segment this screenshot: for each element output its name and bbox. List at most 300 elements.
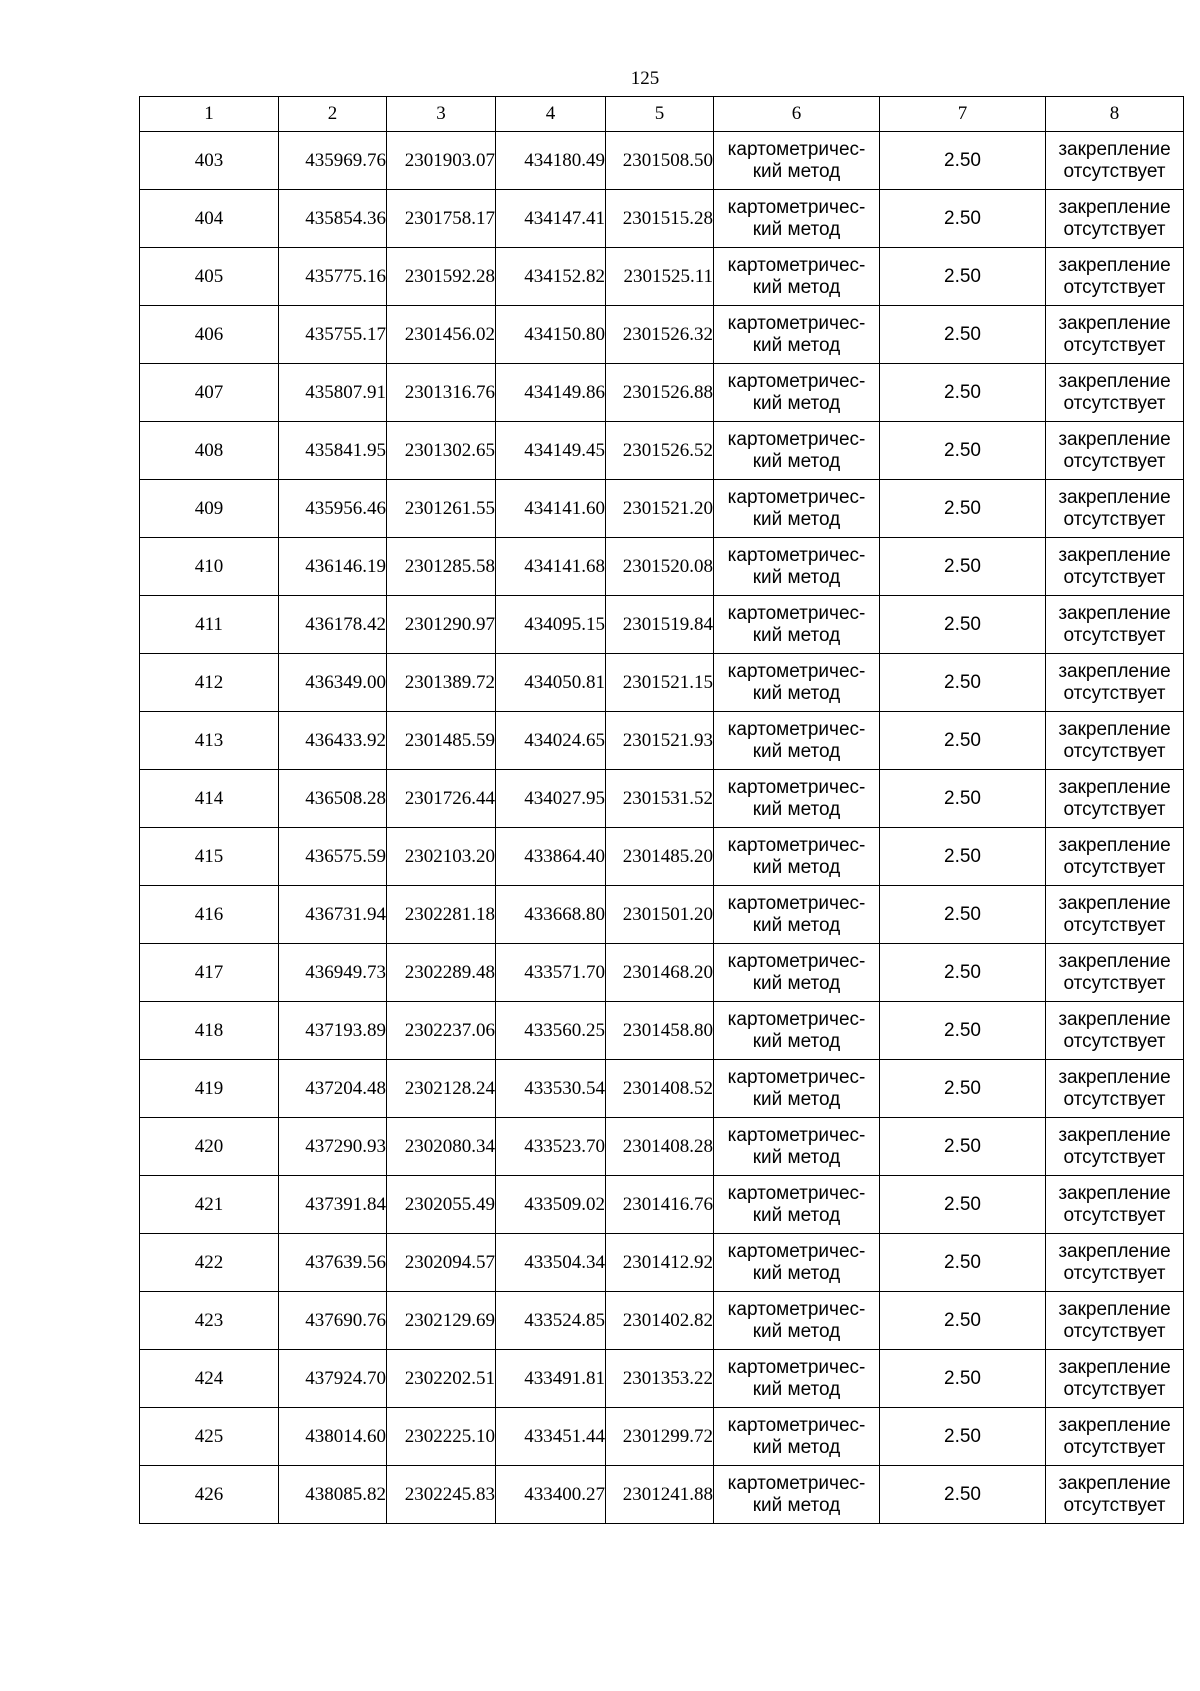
method-line: кий метод — [752, 508, 841, 530]
point-number-cell: 405 — [140, 248, 279, 306]
fixing-line: закрепление — [1058, 486, 1171, 508]
point-number-cell: 407 — [140, 364, 279, 422]
coordinate-cell: 435807.91 — [279, 364, 387, 422]
coordinate-cell: 435775.16 — [279, 248, 387, 306]
coordinate-cell: 2301412.92 — [606, 1234, 714, 1292]
coordinate-cell: 433451.44 — [496, 1408, 606, 1466]
accuracy-cell: 2.50 — [880, 480, 1046, 538]
fixing-line: отсутствует — [1063, 972, 1166, 994]
coordinate-cell: 434150.80 — [496, 306, 606, 364]
coordinate-cell: 436178.42 — [279, 596, 387, 654]
accuracy-cell: 2.50 — [880, 1408, 1046, 1466]
method-line: кий метод — [752, 1204, 841, 1226]
coordinate-cell: 434024.65 — [496, 712, 606, 770]
table-row — [140, 1350, 1184, 1408]
coordinate-cell: 434141.68 — [496, 538, 606, 596]
method-line: кий метод — [752, 682, 841, 704]
coordinate-cell: 438085.82 — [279, 1466, 387, 1524]
coordinate-cell: 2302202.51 — [387, 1350, 496, 1408]
coordinate-cell: 2301261.55 — [387, 480, 496, 538]
coordinate-cell: 434152.82 — [496, 248, 606, 306]
method-line: кий метод — [752, 1378, 841, 1400]
coordinate-cell: 434149.86 — [496, 364, 606, 422]
fixing-line: закрепление — [1058, 196, 1171, 218]
fixing-line: закрепление — [1058, 602, 1171, 624]
coordinate-cell: 2302103.20 — [387, 828, 496, 886]
accuracy-cell: 2.50 — [880, 1466, 1046, 1524]
method-cell — [714, 1292, 880, 1350]
coordinate-cell: 434149.45 — [496, 422, 606, 480]
fixing-line: отсутствует — [1063, 276, 1166, 298]
method-line: картометричес- — [727, 428, 866, 450]
method-line: картометричес- — [727, 196, 866, 218]
accuracy-cell: 2.50 — [880, 596, 1046, 654]
point-number-cell: 421 — [140, 1176, 279, 1234]
coordinate-cell: 438014.60 — [279, 1408, 387, 1466]
fixing-line: закрепление — [1058, 138, 1171, 160]
coordinate-cell: 2302055.49 — [387, 1176, 496, 1234]
accuracy-cell: 2.50 — [880, 1176, 1046, 1234]
fixing-line: отсутствует — [1063, 682, 1166, 704]
fixing-line: отсутствует — [1063, 218, 1166, 240]
column-header: 7 — [880, 97, 1046, 132]
accuracy-cell: 2.50 — [880, 886, 1046, 944]
fixing-cell — [1046, 944, 1184, 1002]
accuracy-cell: 2.50 — [880, 654, 1046, 712]
accuracy-cell: 2.50 — [880, 712, 1046, 770]
table-row — [140, 596, 1184, 654]
fixing-cell — [1046, 1292, 1184, 1350]
table-row — [140, 480, 1184, 538]
column-header: 2 — [279, 97, 387, 132]
method-cell — [714, 422, 880, 480]
accuracy-cell: 2.50 — [880, 944, 1046, 1002]
method-line: кий метод — [752, 160, 841, 182]
coordinate-cell: 2302128.24 — [387, 1060, 496, 1118]
accuracy-cell: 2.50 — [880, 248, 1046, 306]
method-cell — [714, 1234, 880, 1292]
column-header: 4 — [496, 97, 606, 132]
fixing-line: отсутствует — [1063, 856, 1166, 878]
coordinate-cell: 2302237.06 — [387, 1002, 496, 1060]
fixing-line: отсутствует — [1063, 334, 1166, 356]
fixing-line: закрепление — [1058, 1472, 1171, 1494]
method-line: картометричес- — [727, 1298, 866, 1320]
fixing-line: отсутствует — [1063, 1494, 1166, 1516]
coordinate-cell: 433571.70 — [496, 944, 606, 1002]
fixing-line: отсутствует — [1063, 624, 1166, 646]
coordinate-cell: 2301285.58 — [387, 538, 496, 596]
coordinate-cell: 2302245.83 — [387, 1466, 496, 1524]
fixing-line: отсутствует — [1063, 566, 1166, 588]
coordinate-cell: 435854.36 — [279, 190, 387, 248]
point-number-cell: 418 — [140, 1002, 279, 1060]
method-line: картометричес- — [727, 718, 866, 740]
coordinate-cell: 2302094.57 — [387, 1234, 496, 1292]
accuracy-cell: 2.50 — [880, 1118, 1046, 1176]
fixing-line: закрепление — [1058, 1008, 1171, 1030]
method-line: картометричес- — [727, 370, 866, 392]
method-line: картометричес- — [727, 1008, 866, 1030]
method-line: кий метод — [752, 1030, 841, 1052]
column-header: 5 — [606, 97, 714, 132]
fixing-line: закрепление — [1058, 370, 1171, 392]
method-cell — [714, 480, 880, 538]
accuracy-cell: 2.50 — [880, 1350, 1046, 1408]
table-row — [140, 132, 1184, 190]
fixing-line: закрепление — [1058, 1298, 1171, 1320]
fixing-line: отсутствует — [1063, 450, 1166, 472]
coordinate-cell: 2301353.22 — [606, 1350, 714, 1408]
point-number-cell: 422 — [140, 1234, 279, 1292]
fixing-line: отсутствует — [1063, 1088, 1166, 1110]
coordinate-cell: 433668.80 — [496, 886, 606, 944]
accuracy-cell: 2.50 — [880, 306, 1046, 364]
table-row — [140, 1408, 1184, 1466]
table-row — [140, 828, 1184, 886]
fixing-cell — [1046, 1060, 1184, 1118]
table-row — [140, 538, 1184, 596]
point-number-cell: 425 — [140, 1408, 279, 1466]
fixing-cell — [1046, 422, 1184, 480]
coordinate-cell: 2301408.52 — [606, 1060, 714, 1118]
coordinate-cell: 436146.19 — [279, 538, 387, 596]
coordinate-cell: 2301241.88 — [606, 1466, 714, 1524]
method-line: картометричес- — [727, 1124, 866, 1146]
fixing-line: закрепление — [1058, 660, 1171, 682]
point-number-cell: 410 — [140, 538, 279, 596]
method-cell — [714, 1408, 880, 1466]
method-line: картометричес- — [727, 834, 866, 856]
table-row — [140, 1466, 1184, 1524]
fixing-line: закрепление — [1058, 312, 1171, 334]
method-cell — [714, 364, 880, 422]
coordinate-cell: 434027.95 — [496, 770, 606, 828]
fixing-cell — [1046, 596, 1184, 654]
table-row — [140, 654, 1184, 712]
fixing-line: отсутствует — [1063, 740, 1166, 762]
point-number-cell: 419 — [140, 1060, 279, 1118]
fixing-line: отсутствует — [1063, 1146, 1166, 1168]
fixing-line: отсутствует — [1063, 1030, 1166, 1052]
point-number-cell: 409 — [140, 480, 279, 538]
fixing-line: закрепление — [1058, 950, 1171, 972]
fixing-cell — [1046, 190, 1184, 248]
method-cell — [714, 306, 880, 364]
method-cell — [714, 190, 880, 248]
accuracy-cell: 2.50 — [880, 1060, 1046, 1118]
point-number-cell: 413 — [140, 712, 279, 770]
coordinate-cell: 2301526.52 — [606, 422, 714, 480]
table-row — [140, 1002, 1184, 1060]
fixing-cell — [1046, 1176, 1184, 1234]
fixing-line: отсутствует — [1063, 1320, 1166, 1342]
table-row — [140, 886, 1184, 944]
point-number-cell: 423 — [140, 1292, 279, 1350]
point-number-cell: 420 — [140, 1118, 279, 1176]
coordinate-cell: 436949.73 — [279, 944, 387, 1002]
coordinate-cell: 435969.76 — [279, 132, 387, 190]
method-line: картометричес- — [727, 1414, 866, 1436]
coordinate-cell: 2301592.28 — [387, 248, 496, 306]
point-number-cell: 406 — [140, 306, 279, 364]
point-number-cell: 411 — [140, 596, 279, 654]
accuracy-cell: 2.50 — [880, 538, 1046, 596]
point-number-cell: 424 — [140, 1350, 279, 1408]
fixing-line: отсутствует — [1063, 1436, 1166, 1458]
coordinate-cell: 437639.56 — [279, 1234, 387, 1292]
method-cell — [714, 886, 880, 944]
coordinate-cell: 437690.76 — [279, 1292, 387, 1350]
method-line: кий метод — [752, 856, 841, 878]
coordinate-cell: 436575.59 — [279, 828, 387, 886]
fixing-line: закрепление — [1058, 428, 1171, 450]
fixing-cell — [1046, 828, 1184, 886]
fixing-cell — [1046, 480, 1184, 538]
method-line: картометричес- — [727, 602, 866, 624]
method-line: кий метод — [752, 1436, 841, 1458]
fixing-cell — [1046, 654, 1184, 712]
point-number-cell: 414 — [140, 770, 279, 828]
table-row — [140, 1176, 1184, 1234]
method-line: кий метод — [752, 218, 841, 240]
method-cell — [714, 1060, 880, 1118]
fixing-cell — [1046, 1408, 1184, 1466]
coordinate-cell: 2301402.82 — [606, 1292, 714, 1350]
method-cell — [714, 1350, 880, 1408]
point-number-cell: 408 — [140, 422, 279, 480]
accuracy-cell: 2.50 — [880, 1292, 1046, 1350]
method-line: картометричес- — [727, 254, 866, 276]
fixing-line: закрепление — [1058, 1066, 1171, 1088]
method-cell — [714, 770, 880, 828]
fixing-cell — [1046, 248, 1184, 306]
method-cell — [714, 654, 880, 712]
table-row — [140, 190, 1184, 248]
method-line: кий метод — [752, 1146, 841, 1168]
coordinate-cell: 2301456.02 — [387, 306, 496, 364]
column-header: 6 — [714, 97, 880, 132]
method-cell — [714, 248, 880, 306]
method-cell — [714, 1176, 880, 1234]
coordinate-cell: 2302289.48 — [387, 944, 496, 1002]
table-row — [140, 1118, 1184, 1176]
coordinate-cell: 437391.84 — [279, 1176, 387, 1234]
coordinate-cell: 433864.40 — [496, 828, 606, 886]
accuracy-cell: 2.50 — [880, 770, 1046, 828]
method-cell — [714, 132, 880, 190]
fixing-line: закрепление — [1058, 1124, 1171, 1146]
fixing-cell — [1046, 886, 1184, 944]
table-header-row — [140, 97, 1184, 132]
fixing-line: отсутствует — [1063, 798, 1166, 820]
method-line: кий метод — [752, 1088, 841, 1110]
coordinates-table — [139, 96, 1184, 1524]
coordinate-cell: 436349.00 — [279, 654, 387, 712]
fixing-line: закрепление — [1058, 544, 1171, 566]
table-row — [140, 1060, 1184, 1118]
point-number-cell: 403 — [140, 132, 279, 190]
fixing-cell — [1046, 1234, 1184, 1292]
point-number-cell: 415 — [140, 828, 279, 886]
coordinate-cell: 433560.25 — [496, 1002, 606, 1060]
column-header: 3 — [387, 97, 496, 132]
method-cell — [714, 944, 880, 1002]
coordinate-cell: 434095.15 — [496, 596, 606, 654]
coordinate-cell: 436731.94 — [279, 886, 387, 944]
accuracy-cell: 2.50 — [880, 1002, 1046, 1060]
coordinate-cell: 433523.70 — [496, 1118, 606, 1176]
fixing-cell — [1046, 1350, 1184, 1408]
coordinate-cell: 2301526.88 — [606, 364, 714, 422]
coordinate-cell: 437204.48 — [279, 1060, 387, 1118]
fixing-line: закрепление — [1058, 892, 1171, 914]
fixing-cell — [1046, 364, 1184, 422]
fixing-line: закрепление — [1058, 776, 1171, 798]
fixing-line: отсутствует — [1063, 1204, 1166, 1226]
method-line: картометричес- — [727, 892, 866, 914]
method-line: кий метод — [752, 1494, 841, 1516]
accuracy-cell: 2.50 — [880, 1234, 1046, 1292]
coordinate-cell: 2301525.11 — [606, 248, 714, 306]
coordinate-cell: 2301521.20 — [606, 480, 714, 538]
coordinate-cell: 2302129.69 — [387, 1292, 496, 1350]
coordinate-cell: 435755.17 — [279, 306, 387, 364]
accuracy-cell: 2.50 — [880, 132, 1046, 190]
coordinate-cell: 2301316.76 — [387, 364, 496, 422]
method-line: кий метод — [752, 450, 841, 472]
method-line: кий метод — [752, 972, 841, 994]
coordinate-cell: 2301485.20 — [606, 828, 714, 886]
method-line: кий метод — [752, 740, 841, 762]
coordinate-cell: 437290.93 — [279, 1118, 387, 1176]
method-line: кий метод — [752, 566, 841, 588]
fixing-cell — [1046, 306, 1184, 364]
coordinate-cell: 2301520.08 — [606, 538, 714, 596]
method-line: картометричес- — [727, 660, 866, 682]
coordinate-cell: 436508.28 — [279, 770, 387, 828]
coordinate-cell: 2301416.76 — [606, 1176, 714, 1234]
coordinate-cell: 2301290.97 — [387, 596, 496, 654]
fixing-line: отсутствует — [1063, 1378, 1166, 1400]
coordinate-cell: 2302080.34 — [387, 1118, 496, 1176]
table-body — [140, 132, 1184, 1524]
coordinate-cell: 2301726.44 — [387, 770, 496, 828]
method-line: картометричес- — [727, 776, 866, 798]
method-cell — [714, 1002, 880, 1060]
table-row — [140, 1292, 1184, 1350]
method-line: кий метод — [752, 914, 841, 936]
coordinate-cell: 2301521.93 — [606, 712, 714, 770]
fixing-line: отсутствует — [1063, 914, 1166, 936]
table-row — [140, 944, 1184, 1002]
fixing-cell — [1046, 538, 1184, 596]
method-cell — [714, 596, 880, 654]
table-row — [140, 422, 1184, 480]
coordinate-cell: 2301758.17 — [387, 190, 496, 248]
method-cell — [714, 1118, 880, 1176]
coordinate-cell: 433504.34 — [496, 1234, 606, 1292]
coordinate-cell: 433524.85 — [496, 1292, 606, 1350]
table-row — [140, 248, 1184, 306]
method-cell — [714, 828, 880, 886]
point-number-cell: 426 — [140, 1466, 279, 1524]
fixing-line: закрепление — [1058, 1182, 1171, 1204]
fixing-line: отсутствует — [1063, 160, 1166, 182]
fixing-line: закрепление — [1058, 834, 1171, 856]
point-number-cell: 412 — [140, 654, 279, 712]
accuracy-cell: 2.50 — [880, 828, 1046, 886]
method-line: картометричес- — [727, 1066, 866, 1088]
coordinate-cell: 2301519.84 — [606, 596, 714, 654]
accuracy-cell: 2.50 — [880, 190, 1046, 248]
coordinate-cell: 434141.60 — [496, 480, 606, 538]
page-number: 125 — [630, 68, 660, 89]
table-row — [140, 1234, 1184, 1292]
coordinate-cell: 2301299.72 — [606, 1408, 714, 1466]
method-line: кий метод — [752, 624, 841, 646]
table-row — [140, 364, 1184, 422]
coordinate-cell: 2301903.07 — [387, 132, 496, 190]
coordinate-cell: 2301515.28 — [606, 190, 714, 248]
method-line: кий метод — [752, 392, 841, 414]
fixing-line: закрепление — [1058, 718, 1171, 740]
coordinate-cell: 433530.54 — [496, 1060, 606, 1118]
coordinate-cell: 2302281.18 — [387, 886, 496, 944]
coordinate-cell: 2302225.10 — [387, 1408, 496, 1466]
table-row — [140, 770, 1184, 828]
coordinate-cell: 437924.70 — [279, 1350, 387, 1408]
method-cell — [714, 712, 880, 770]
table-row — [140, 306, 1184, 364]
fixing-cell — [1046, 132, 1184, 190]
coordinate-cell: 433400.27 — [496, 1466, 606, 1524]
coordinate-cell: 434180.49 — [496, 132, 606, 190]
method-line: картометричес- — [727, 950, 866, 972]
fixing-cell — [1046, 770, 1184, 828]
method-line: кий метод — [752, 798, 841, 820]
fixing-cell — [1046, 1118, 1184, 1176]
coordinate-cell: 2301526.32 — [606, 306, 714, 364]
coordinate-cell: 2301521.15 — [606, 654, 714, 712]
coordinate-cell: 2301485.59 — [387, 712, 496, 770]
fixing-line: закрепление — [1058, 254, 1171, 276]
coordinate-cell: 2301389.72 — [387, 654, 496, 712]
method-line: картометричес- — [727, 1356, 866, 1378]
coordinate-cell: 2301302.65 — [387, 422, 496, 480]
method-line: картометричес- — [727, 138, 866, 160]
coordinate-cell: 437193.89 — [279, 1002, 387, 1060]
coordinate-cell: 434050.81 — [496, 654, 606, 712]
fixing-line: отсутствует — [1063, 1262, 1166, 1284]
method-line: кий метод — [752, 1262, 841, 1284]
fixing-line: закрепление — [1058, 1356, 1171, 1378]
table-row — [140, 712, 1184, 770]
coordinate-cell: 433509.02 — [496, 1176, 606, 1234]
point-number-cell: 416 — [140, 886, 279, 944]
fixing-line: закрепление — [1058, 1240, 1171, 1262]
coordinate-cell: 436433.92 — [279, 712, 387, 770]
accuracy-cell: 2.50 — [880, 422, 1046, 480]
method-line: кий метод — [752, 276, 841, 298]
method-cell — [714, 1466, 880, 1524]
coordinate-cell: 2301501.20 — [606, 886, 714, 944]
fixing-cell — [1046, 1002, 1184, 1060]
method-line: картометричес- — [727, 1240, 866, 1262]
fixing-line: отсутствует — [1063, 392, 1166, 414]
method-line: картометричес- — [727, 312, 866, 334]
method-line: картометричес- — [727, 486, 866, 508]
